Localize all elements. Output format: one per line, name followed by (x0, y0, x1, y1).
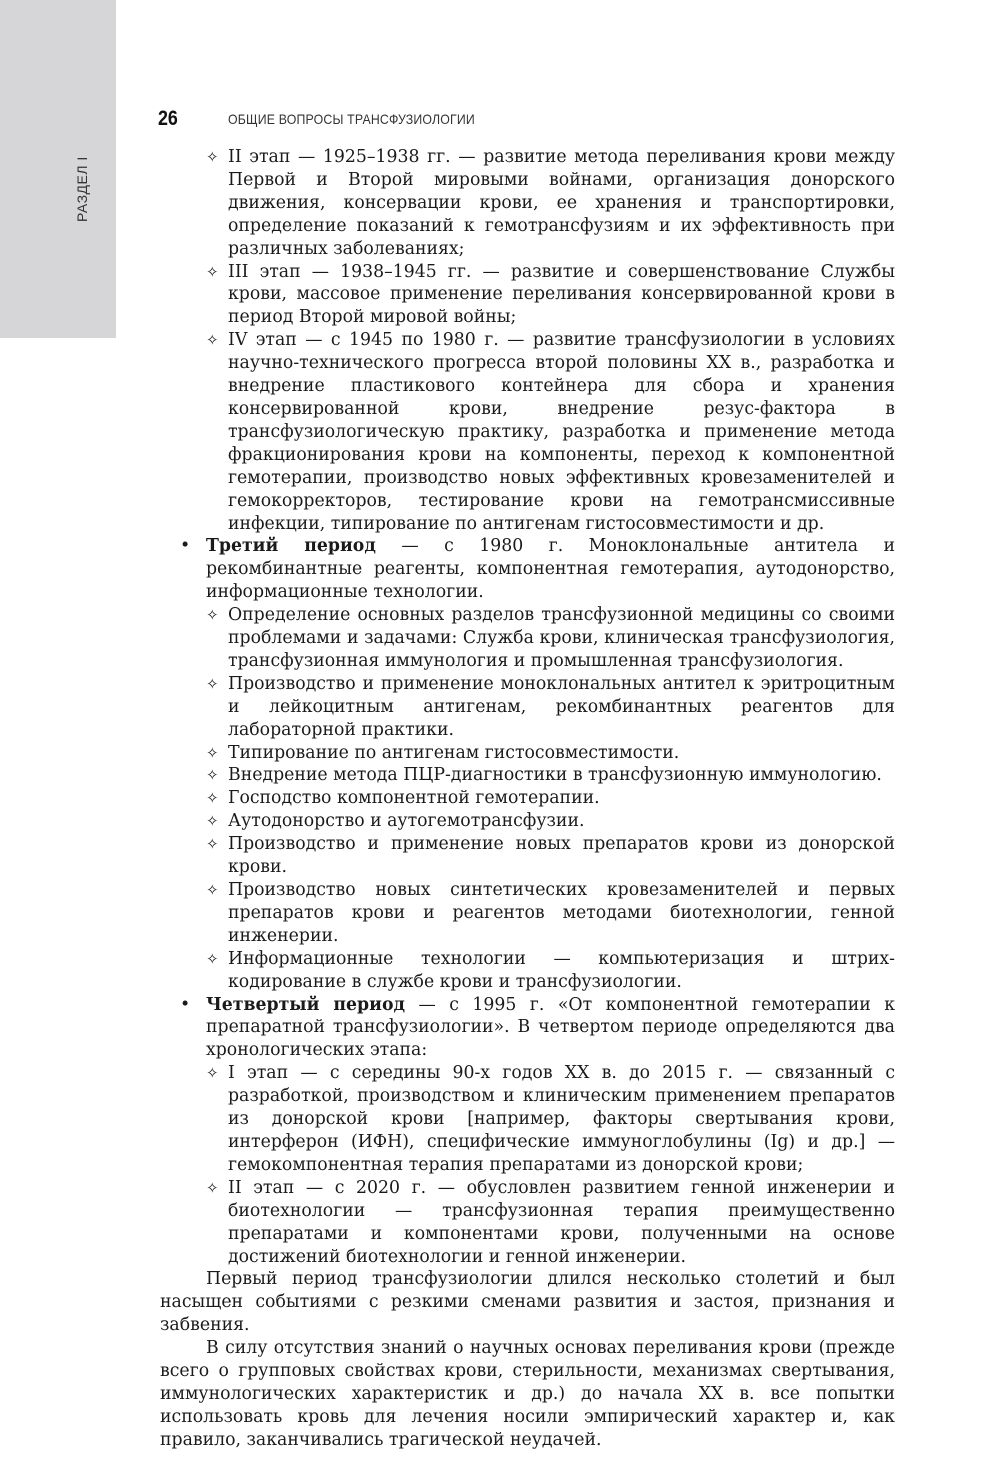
fourth-period-title: Четвертый период (206, 994, 405, 1015)
diamond-bullet-icon: ✧ (206, 743, 219, 762)
diamond-bullet-icon: ✧ (206, 674, 219, 693)
page-number: 26 (158, 107, 178, 130)
diamond-bullet-icon: ✧ (206, 331, 219, 350)
bullet-icon: • (180, 994, 191, 1015)
diamond-bullet-icon: ✧ (206, 835, 219, 854)
diamond-bullet-icon: ✧ (206, 949, 219, 968)
diamond-bullet-icon: ✧ (206, 766, 219, 785)
diamond-bullet-icon: ✧ (206, 148, 219, 166)
list-item: ✧ Внедрение метода ПЦР-диагностики в трансфузионную иммунологию. (206, 765, 882, 786)
fourth-period: • Четвертый период — с 1995 г. «От компонентной гемотерапии к препаратной трансфузиологии». В четвертом периоде определяются два хронологических этапа: (180, 994, 895, 1061)
list-item: ✧ Аутодонорство и аутогемотрансфузии. (206, 811, 585, 832)
diamond-bullet-icon: ✧ (206, 1178, 219, 1197)
third-period: • Третий период — с 1980 г. Моноклональные антитела и рекомбинантные реагенты, компонентная гемотерапия, аутодонорство, информационные технологии. (180, 536, 895, 603)
list-item: ✧ Производство новых синтетических кровезаменителей и первых препаратов крови и реагентов методами биотехнологии, генной инженерии. (206, 880, 895, 946)
list-item: ✧ II этап — с 2020 г. — обусловлен развитием генной инженерии и биотехнологии — трансфузионная терапия преимущественно препаратами и компонентами крови, полученными на основе достижений биотехнологии и генной инженерии. (206, 1177, 895, 1267)
list-item: ✧ Информационные технологии — компьютеризация и штрих-кодирование в службе крови и трансфузиологии. (206, 948, 895, 992)
list-item: ✧ Господство компонентной гемотерапии. (206, 788, 600, 809)
bullet-icon: • (180, 536, 191, 557)
third-period-title: Третий период (206, 536, 376, 557)
diamond-bullet-icon: ✧ (206, 812, 219, 831)
paragraph: В силу отсутствия знаний о научных основах переливания крови (прежде всего о групповых свойствах крови, стерильности, механизмах свертывания, иммунологических характеристик и др.) до начала XX в. все попытки использовать кровь для лечения носили эмпирический характер и, как правило, заканчивались трагической неудачей. (160, 1338, 895, 1450)
list-item: ✧ Производство и применение моноклональных антител к эритроцитным и лейкоцитным антигенам, рекомбинантных реагентов для лабораторной практики. (206, 673, 895, 740)
list-item: ✧ II этап — 1925–1938 гг. — развитие метода переливания крови между Первой и Второй мировыми войнами, организация донорского движения, консервации крови, ее хранения и транспортировки, определение показаний к гемотрансфузиям и их эффективность при различных заболеваниях; (206, 147, 895, 259)
diamond-bullet-icon: ✧ (206, 606, 219, 625)
paragraph: Первый период трансфузиологии длился несколько столетий и был насыщен событиями с резкими сменами развития и застоя, признания и забвения. (160, 1269, 895, 1336)
diamond-bullet-icon: ✧ (206, 262, 219, 281)
diamond-bullet-icon: ✧ (206, 1064, 219, 1083)
list-item: ✧ Типирование по антигенам гистосовместимости. (206, 742, 680, 763)
list-item: ✧ III этап — 1938–1945 гг. — развитие и совершенствование Службы крови, массовое применение переливания консервированной крови в период Второй мировой войны; (206, 261, 895, 328)
page-body (160, 146, 895, 1452)
section-tab (0, 0, 116, 338)
list-item: ✧ Определение основных разделов трансфузионной медицины со своими проблемами и задачами: Служба крови, клиническая трансфузиология, трансфузионная иммунология и промышленная трансфузиология. (206, 605, 895, 671)
running-head: ОБЩИЕ ВОПРОСЫ ТРАНСФУЗИОЛОГИИ (228, 111, 475, 127)
list-item: ✧ Производство и применение новых препаратов крови из донорской крови. (206, 834, 895, 878)
diamond-bullet-icon: ✧ (206, 789, 219, 808)
section-tab-label: РАЗДЕЛ I (74, 156, 90, 222)
diamond-bullet-icon: ✧ (206, 881, 219, 899)
list-item: ✧ I этап — с середины 90-х годов XX в. до 2015 г. — связанный с разработкой, производством и клиническим применением препаратов из донорской крови [например, факторы свертывания крови, интерферон (ИФН), специфические иммуноглобулины (Ig) и др.] — гемокомпонентная терапия препаратами из донорской крови; (206, 1063, 895, 1175)
list-item: ✧ IV этап — с 1945 по 1980 г. — развитие трансфузиологии в условиях научно-технического прогресса второй половины XX в., разработка и внедрение пластикового контейнера для сбора и хранения консервированной крови, внедрение резус-фактора в трансфузиологическую практику, разработка и применение метода фракционирования крови на компоненты, переход к компонентной гемотерапии, производство новых эффективных кровезаменителей и гемокорректоров, тестирование крови на гемотрансмиссивные инфекции, типирование по антигенам гистосовместимости и др. (206, 330, 895, 534)
